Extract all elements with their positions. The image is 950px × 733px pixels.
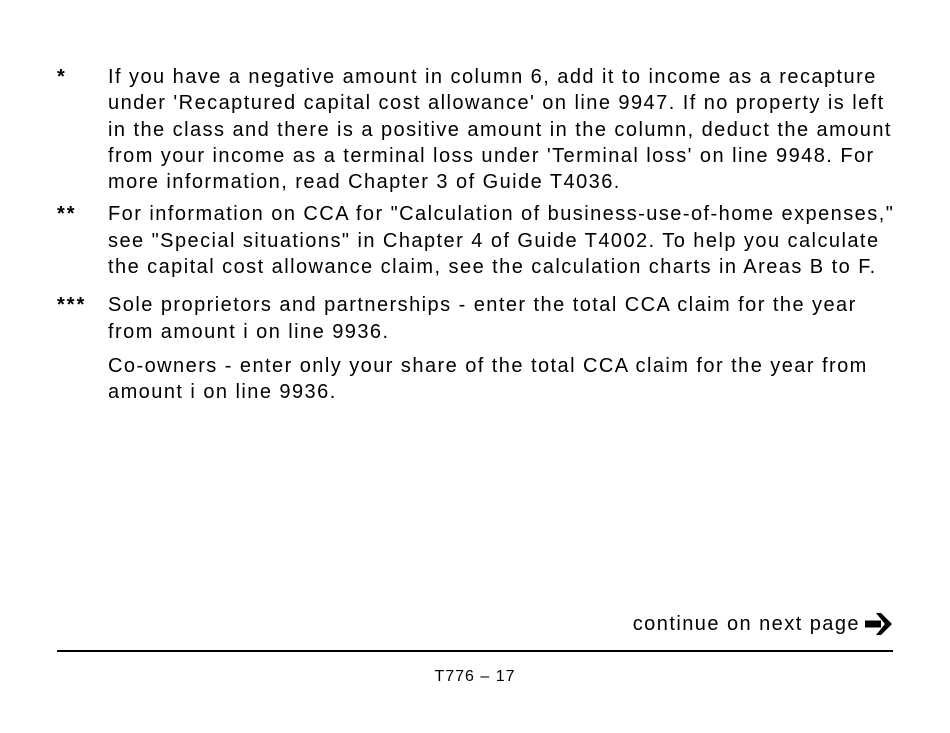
footnote-marker: *: [57, 66, 67, 88]
footnote-double-asterisk: [57, 201, 897, 280]
footnote-paragraph: Sole proprietors and partnerships - enter the total CCA claim for the year from amount i on line 9936.: [108, 294, 857, 343]
footnote-marker: **: [57, 203, 77, 226]
continue-label: continue on next page: [632, 612, 860, 635]
footnote-body: [108, 292, 897, 405]
footnote-body: [108, 201, 897, 280]
footnote-paragraph: If you have a negative amount in column 6, add it to income as a recapture under 'Recaptured capital cost allowance' on line 9947. If no property is left in the class and there is a positive amount in the column, deduct the amount from your income as a terminal loss under 'Terminal loss' on line 9948. For more information, read Chapter 3 of Guide T4036.: [108, 66, 892, 194]
footer-divider: [57, 650, 893, 652]
footnote-body: [108, 64, 897, 195]
footnote-single-asterisk: [57, 64, 897, 195]
footnote-paragraph: For information on CCA for "Calculation of business-use-of-home expenses," see "Special situations" in Chapter 4 of Guide T4002. To help you calculate the capital cost allowance claim, see the calculation charts in Areas B to F.: [108, 203, 895, 279]
footnote-triple-asterisk: [57, 292, 897, 405]
footnote-marker: ***: [57, 294, 87, 317]
footnote-paragraph: Co-owners - enter only your share of the total CCA claim for the year from amount i on line 9936.: [108, 354, 868, 404]
arrow-right-icon: [863, 612, 893, 636]
page-number: T776 – 17: [434, 668, 516, 685]
footnotes: [57, 64, 897, 406]
continue-on-next-page: [633, 612, 893, 636]
